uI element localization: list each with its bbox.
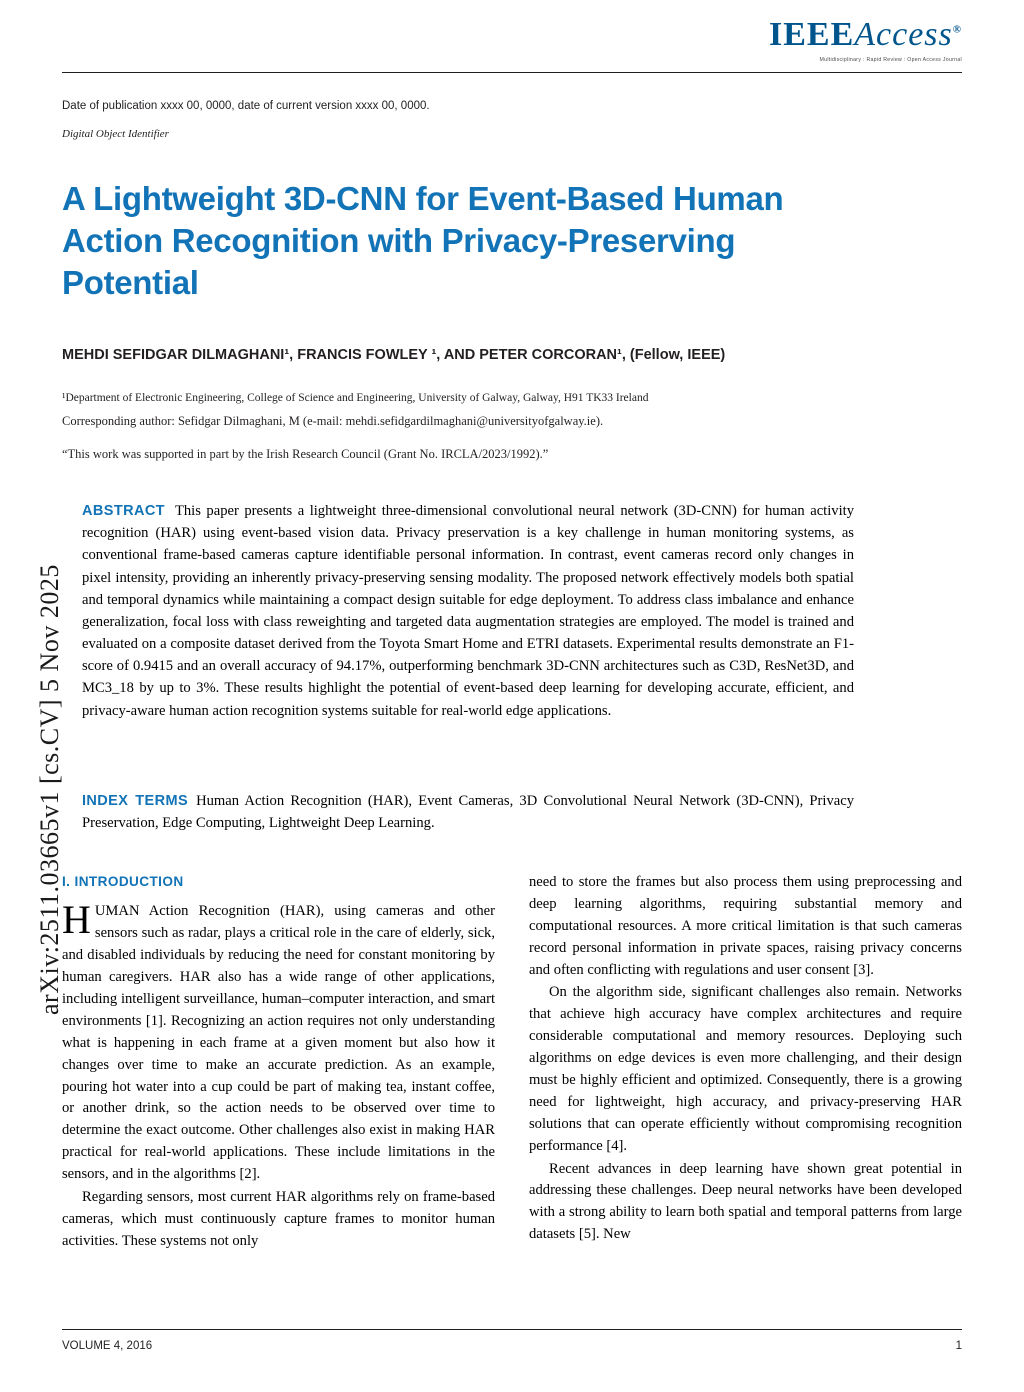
header-divider xyxy=(62,72,962,73)
doi-line: Digital Object Identifier xyxy=(62,128,169,140)
publication-date: Date of publication xxxx 00, 0000, date of current version xxxx 00, 0000. xyxy=(62,100,430,112)
paragraph: On the algorithm side, significant challenges also remain. Networks that achieve high accuracy have complex architectures and require considerable computational and memory resources. Deploying such algorithms on edge devices is even more challenging, and their design must be highly efficient and optimized. Consequently, there is a growing need for lightweight, high accuracy, and privacy-preserving HAR solutions that can operate efficiently without compromising recognition performance [4]. xyxy=(529,984,962,1154)
paragraph xyxy=(62,897,495,1186)
drop-cap: H xyxy=(62,897,91,943)
paragraph-text: UMAN Action Recognition (HAR), using cameras and other sensors such as radar, plays a critical role in the care of elderly, sick, and disabled individuals by reducing the need for constant monitoring by human caregivers. HAR also has a wide range of other applications, including intelligent surveillance, human–computer interaction, and smart environments [1]. Recognizing an action requires not only understanding what is happening in each frame at a given moment but also how it changes over time to make an accurate prediction. As an example, pouring hot water into a cup could be part of making tea, instant coffee, or another drink, so the action needs to be observed over time to determine the exact outcome. Other challenges also exist in making HAR practical for real-world applications. These include limitations in the sensors, and in the algorithms [2]. xyxy=(62,903,495,1183)
corresponding-author: Corresponding author: Sefidgar Dilmaghani, M (e-mail: mehdi.sefidgardilmaghani@universityofgalway.ie). xyxy=(62,413,604,428)
abstract-label: ABSTRACT xyxy=(82,503,165,519)
logo-ieee: IEEE xyxy=(769,16,855,53)
registered-mark-icon: ® xyxy=(952,23,962,36)
ieee-access-logo xyxy=(769,18,962,63)
left-column xyxy=(62,872,495,1253)
index-terms-label: INDEX TERMS xyxy=(82,793,189,809)
abstract-text: This paper presents a lightweight three-dimensional convolutional neural network (3D-CNN) for human activity recognition (HAR) using event-based vision data. Privacy preservation is a key challenge in human monitoring systems, as conventional frame-based cameras capture identifiable personal information. In contrast, event cameras record only changes in pixel intensity, providing an inherently privacy-preserving sensing modality. The proposed network effectively models both spatial and temporal dynamics while maintaining a compact design suitable for edge deployment. To address class imbalance and enhance generalization, focal loss with class reweighting and targeted data augmentation strategies are employed. The model is trained and evaluated on a composite dataset derived from the Toyota Smart Home and ETRI datasets. Experimental results demonstrate an F1-score of 0.9415 and an overall accuracy of 94.17%, outperforming benchmark 3D-CNN architectures such as C3D, ResNet3D, and MC3_18 by up to 3%. These results highlight the potential of event-based deep learning for developing accurate, efficient, and privacy-aware human action recognition systems suitable for real-world edge applications. xyxy=(82,503,854,719)
index-terms-text: Human Action Recognition (HAR), Event Cameras, 3D Convolutional Neural Network (3D-CNN), Privacy Preservation, Edge Computing, Lightweight Deep Learning. xyxy=(82,793,855,832)
logo-text xyxy=(769,18,962,52)
arxiv-stamp: arXiv:2511.03665v1 [cs.CV] 5 Nov 2025 xyxy=(35,564,64,1015)
footer-page-number: 1 xyxy=(955,1340,962,1352)
abstract-block xyxy=(82,500,854,722)
affiliation-line: ¹Department of Electronic Engineering, College of Science and Engineering, University of Galway, Galway, H91 TK33 Ireland xyxy=(62,392,649,404)
body-columns xyxy=(62,872,962,1253)
section-heading-introduction: I. INTRODUCTION xyxy=(62,874,184,889)
paragraph: Regarding sensors, most current HAR algorithms rely on frame-based cameras, which must continuously capture frames to monitor human activities. These systems not only xyxy=(62,1188,495,1249)
logo-tagline: Multidisciplinary : Rapid Review : Open Access Journal xyxy=(819,57,962,63)
affiliation-block xyxy=(62,390,862,465)
right-column xyxy=(529,872,962,1253)
index-terms-block xyxy=(82,790,854,834)
author-list: MEHDI SEFIDGAR DILMAGHANI¹, FRANCIS FOWLEY ¹, AND PETER CORCORAN¹, (Fellow, IEEE) xyxy=(62,347,726,363)
funding-note: “This work was supported in part by the Irish Research Council (Grant No. IRCLA/2023/1992).” xyxy=(62,447,549,462)
footer-divider xyxy=(62,1329,962,1330)
footer-volume: VOLUME 4, 2016 xyxy=(62,1340,153,1352)
page-title: A Lightweight 3D-CNN for Event-Based Human Action Recognition with Privacy-Preserving Potential xyxy=(62,180,784,302)
paragraph: need to store the frames but also process them using preprocessing and deep learning algorithms, requiring substantial memory and computational resources. A more critical limitation is that such cameras record personal information in private spaces, raising privacy concerns and often conflicting with regulations and user consent [3]. xyxy=(529,874,962,978)
paragraph: Recent advances in deep learning have shown great potential in addressing these challenges. Deep neural networks have been developed with a strong ability to learn both spatial and temporal patterns from large datasets [5]. New xyxy=(529,1160,962,1243)
logo-access: Access xyxy=(854,16,953,53)
